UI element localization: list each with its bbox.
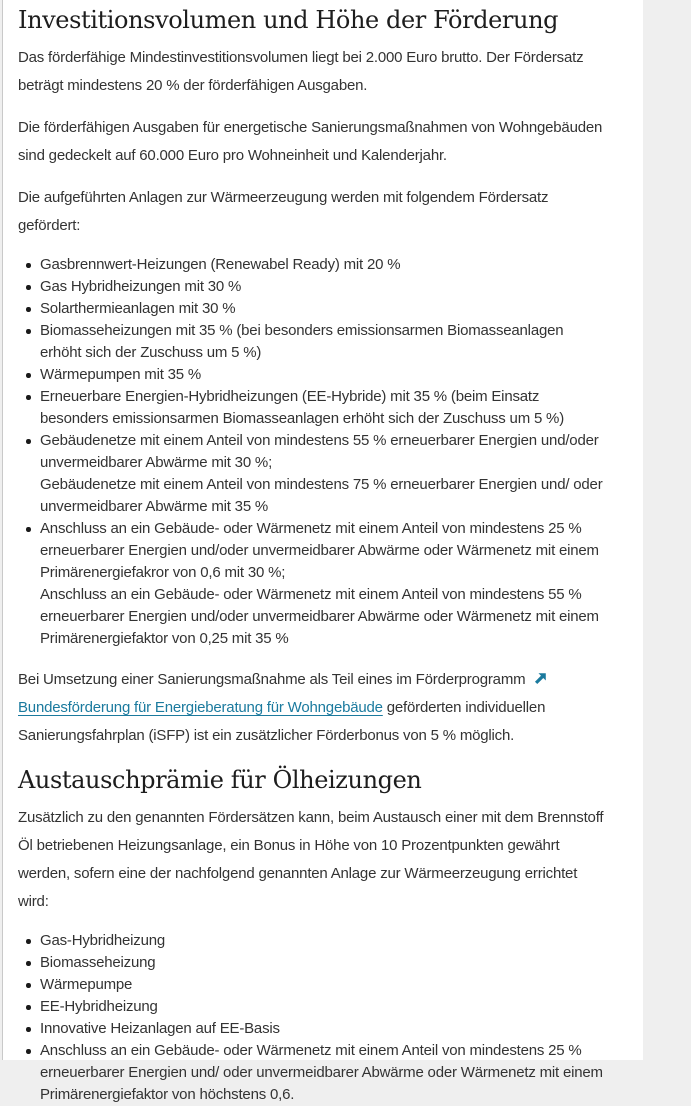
list-item: Biomasseheizung: [18, 952, 607, 974]
list-item: Gas-Hybridheizung: [18, 930, 607, 952]
paragraph-isfp: [18, 666, 607, 750]
external-link-arrow-up-right-icon: [534, 672, 547, 685]
list-item: Anschluss an ein Gebäude- oder Wärmenetz mit einem Anteil von mindestens 25 % erneuerbarer Energien und/ oder unvermeidbarer Abwärme oder Wärmenetz mit einem Primärenergiefaktor von höchstens 0,6.: [18, 1040, 607, 1106]
list-item: EE-Hybridheizung: [18, 996, 607, 1018]
energieberatung-link-label: Bundesförderung für Energieberatung für Wohngebäude: [18, 699, 383, 716]
article-content: [2, 0, 643, 1103]
list-item: Wärmepumpen mit 35 %: [18, 364, 607, 386]
section-heading-austauschpraemie: Austauschprämie für Ölheizungen: [18, 766, 422, 794]
paragraph-list-intro: Die aufgeführten Anlagen zur Wärmeerzeugung werden mit folgendem Fördersatz gefördert:: [18, 189, 549, 234]
list-item: Anschluss an ein Gebäude- oder Wärmenetz mit einem Anteil von mindestens 25 % erneuerbarer Energien und/oder unvermeidbarer Abwärme oder Wärmenetz mit einem Primärenergiefakror von 0,6 mit 30 %; Anschluss an ein Gebäude- oder Wärmenetz mit einem Anteil von mindestens 55 % erneuerbarer Energien und/oder unvermeidbarer Abwärme oder Wärmenetz mit einem Primärenergiefaktor von 0,25 mit 35 %: [18, 518, 607, 650]
list-item: Erneuerbare Energien-Hybridheizungen (EE-Hybride) mit 35 % (beim Einsatz besonders emissionsarmen Biomasseanlagen erhöht sich der Zuschuss um 5 %): [18, 386, 607, 430]
list-item: Gas Hybridheizungen mit 30 %: [18, 276, 607, 298]
list-item: Innovative Heizanlagen auf EE-Basis: [18, 1018, 607, 1040]
isfp-text-after-link: geförderten individuellen Sanierungsfahrplan (iSFP) ist ein zusätzlicher Förderbonus von 5 % möglich.: [18, 699, 546, 744]
funding-rates-list: [18, 254, 607, 650]
isfp-text-before-link: Bei Umsetzung einer Sanierungsmaßnahme als Teil eines im Förderprogramm: [18, 671, 526, 688]
list-item: Biomasseheizungen mit 35 % (bei besonders emissionsarmen Biomasseanlagen erhöht sich der Zuschuss um 5 %): [18, 320, 607, 364]
paragraph-austausch-intro: Zusätzlich zu den genannten Fördersätzen kann, beim Austausch einer mit dem Brennstoff Öl betriebenen Heizungsanlage, ein Bonus in Höhe von 10 Prozentpunkten gewährt werden, sofern eine der nachfolgend genannten Anlage zur Wärmeerzeugung errichtet wird:: [18, 809, 604, 910]
list-item: Gebäudenetze mit einem Anteil von mindestens 55 % erneuerbarer Energien und/oder unvermeidbarer Abwärme mit 30 %; Gebäudenetze mit einem Anteil von mindestens 75 % erneuerbarer Energien und/ oder unvermeidbarer Abwärme mit 35 %: [18, 430, 607, 518]
list-item: Gasbrennwert-Heizungen (Renewabel Ready) mit 20 %: [18, 254, 607, 276]
list-item: Solarthermieanlagen mit 30 %: [18, 298, 607, 320]
paragraph-deckelung: Die förderfähigen Ausgaben für energetische Sanierungsmaßnahmen von Wohngebäuden sind gedeckelt auf 60.000 Euro pro Wohneinheit und Kalenderjahr.: [18, 119, 603, 164]
exchange-bonus-list: [18, 930, 607, 1106]
list-item: Wärmepumpe: [18, 974, 607, 996]
section-heading-investitionsvolumen: Investitionsvolumen und Höhe der Förderung: [18, 6, 559, 34]
paragraph-mindestinvestition: Das förderfähige Mindestinvestitionsvolumen liegt bei 2.000 Euro brutto. Der Fördersatz beträgt mindestens 20 % der förderfähigen Ausgaben.: [18, 49, 584, 94]
